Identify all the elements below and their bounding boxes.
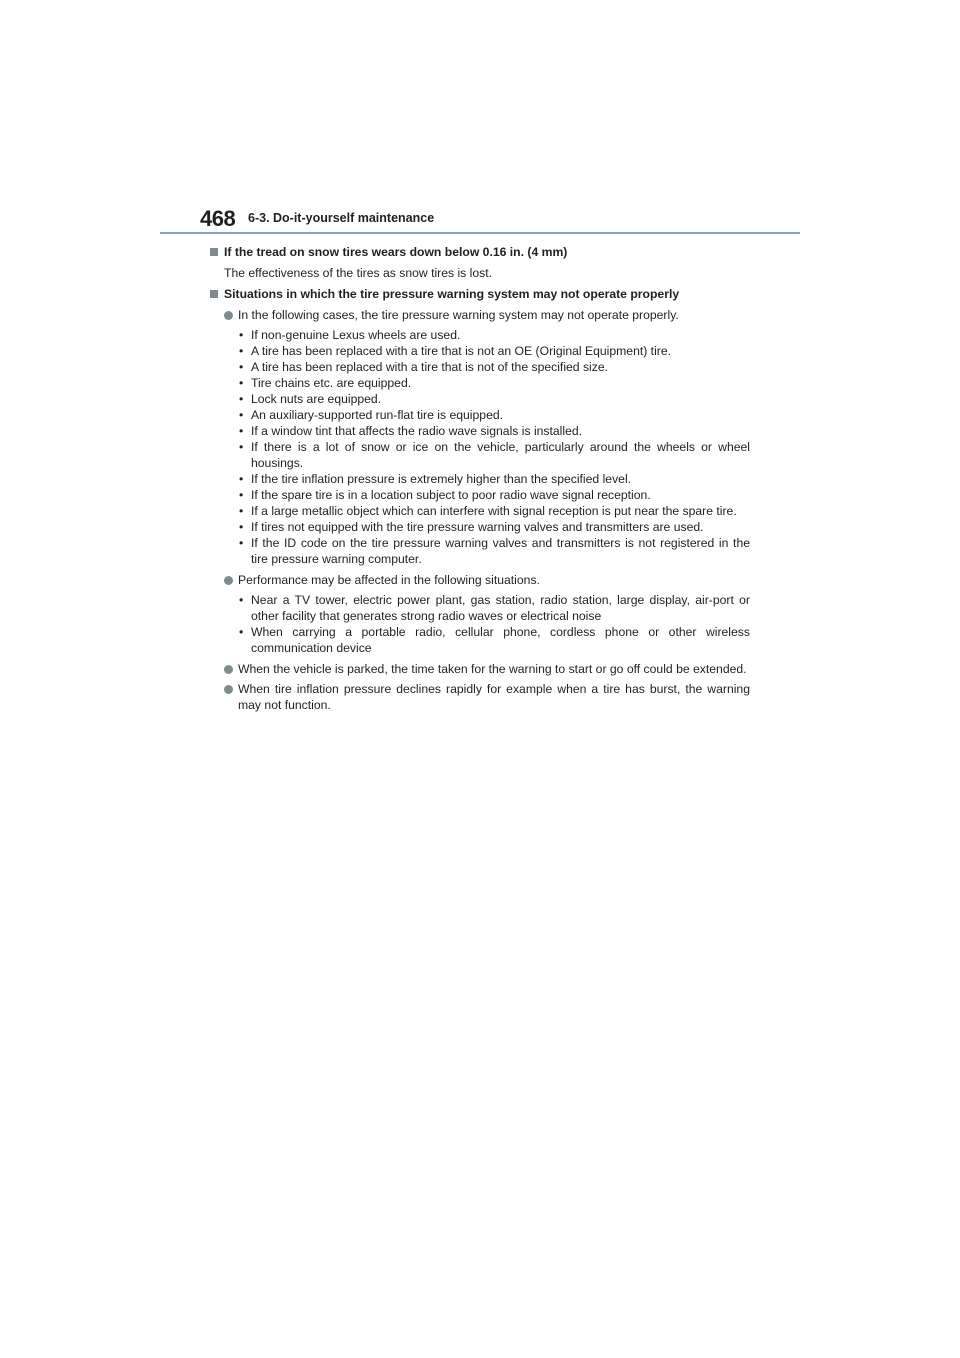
sub-item-text: If a window tint that affects the radio wave signals is installed. (251, 424, 583, 438)
sub-item-text: Tire chains etc. are equipped. (251, 376, 412, 390)
sub-list-item (210, 423, 750, 439)
small-bullet-icon: • (239, 392, 244, 406)
sub-list-item (210, 327, 750, 343)
small-bullet-icon: • (239, 520, 244, 534)
circle-bullet-icon (224, 665, 233, 674)
paragraph: The effectiveness of the tires as snow tires is lost. (224, 266, 493, 280)
sub-item-text: A tire has been replaced with a tire that is not of the specified size. (251, 360, 609, 374)
circle-bullet-icon (224, 685, 233, 694)
small-bullet-icon: • (239, 488, 244, 502)
small-bullet-icon: • (239, 504, 244, 518)
sub-item-text: Lock nuts are equipped. (251, 392, 382, 406)
section-heading (210, 244, 750, 260)
circle-bullet-icon (224, 576, 233, 585)
sub-list-item (210, 375, 750, 391)
sub-item-text: A tire has been replaced with a tire that is not an OE (Original Equipment) tire. (251, 344, 672, 358)
sub-item-text: If the ID code on the tire pressure warning valves and transmitters is not registered in the tire pressure warning computer. (251, 536, 750, 566)
list-item (210, 681, 750, 713)
sub-list-item (210, 487, 750, 503)
small-bullet-icon: • (239, 440, 244, 454)
sub-list-item (210, 471, 750, 487)
small-bullet-icon: • (239, 536, 244, 550)
small-bullet-icon: • (239, 424, 244, 438)
sub-item-text: Near a TV tower, electric power plant, gas station, radio station, large display, air-port or other facility that generates strong radio waves or electrical noise (251, 593, 750, 623)
section-title: 6-3. Do-it-yourself maintenance (248, 211, 435, 225)
sub-item-text: An auxiliary-supported run-flat tire is equipped. (251, 408, 504, 422)
heading-text: Situations in which the tire pressure warning system may not operate properly (224, 287, 680, 301)
small-bullet-icon: • (239, 472, 244, 486)
sub-item-text: If tires not equipped with the tire pressure warning valves and transmitters are used. (251, 520, 704, 534)
bullet-text: Performance may be affected in the following situations. (238, 573, 540, 587)
sub-item-text: If there is a lot of snow or ice on the vehicle, particularly around the wheels or wheel housings. (251, 440, 750, 470)
list-item (210, 572, 750, 588)
circle-bullet-icon (224, 311, 233, 320)
small-bullet-icon: • (239, 408, 244, 422)
small-bullet-icon: • (239, 360, 244, 374)
sub-list (210, 592, 750, 656)
header-rule (160, 232, 800, 234)
sub-list-item (210, 503, 750, 519)
sub-list-item (210, 592, 750, 624)
sub-list-item (210, 535, 750, 567)
sub-list-item (210, 407, 750, 423)
list-item (210, 307, 750, 323)
sub-item-text: If a large metallic object which can interfere with signal reception is put near the spare tire. (251, 504, 737, 518)
bullet-text: When the vehicle is parked, the time taken for the warning to start or go off could be extended. (238, 662, 747, 676)
sub-list-item (210, 519, 750, 535)
square-bullet-icon (210, 248, 218, 256)
bullet-text: When tire inflation pressure declines rapidly for example when a tire has burst, the warning may not function. (238, 682, 750, 712)
small-bullet-icon: • (239, 376, 244, 390)
sub-list-item (210, 359, 750, 375)
bullet-list (210, 307, 750, 713)
sub-item-text: If the spare tire is in a location subject to poor radio wave signal reception. (251, 488, 651, 502)
section-heading (210, 286, 750, 302)
sub-list-item (210, 343, 750, 359)
sub-item-text: When carrying a portable radio, cellular phone, cordless phone or other wireless communication device (251, 625, 750, 655)
small-bullet-icon: • (239, 328, 244, 342)
square-bullet-icon (210, 290, 218, 298)
small-bullet-icon: • (239, 344, 244, 358)
page-content (210, 244, 750, 717)
sub-list-item (210, 391, 750, 407)
small-bullet-icon: • (239, 625, 244, 639)
sub-list-item (210, 624, 750, 656)
page-number: 468 (200, 206, 236, 231)
sub-list (210, 327, 750, 567)
heading-text: If the tread on snow tires wears down below 0.16 in. (4 mm) (224, 245, 568, 259)
list-item (210, 661, 750, 677)
sub-list-item (210, 439, 750, 471)
sub-item-text: If the tire inflation pressure is extremely higher than the specified level. (251, 472, 632, 486)
sub-item-text: If non-genuine Lexus wheels are used. (251, 328, 461, 342)
small-bullet-icon: • (239, 593, 244, 607)
bullet-text: In the following cases, the tire pressure warning system may not operate properly. (238, 308, 679, 322)
